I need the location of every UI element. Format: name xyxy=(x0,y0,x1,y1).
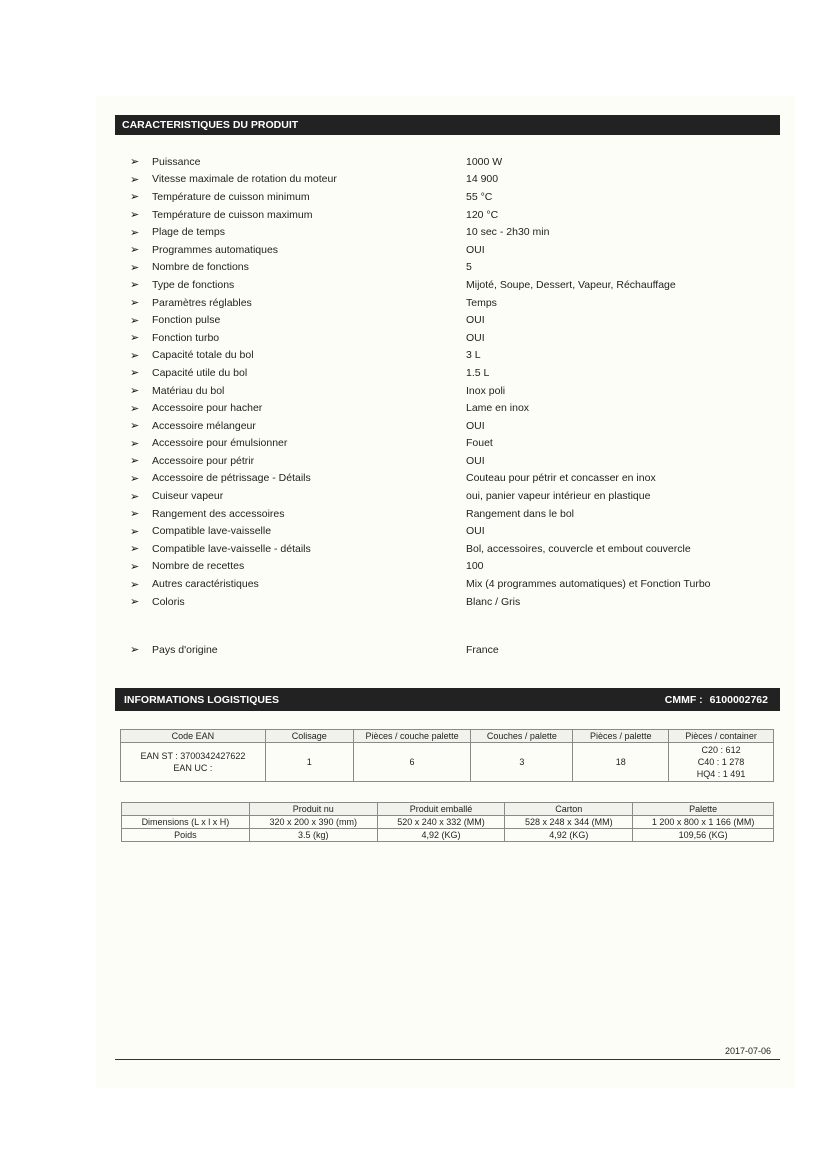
arrow-bullet-icon: ➢ xyxy=(130,385,140,398)
container-c40: C40 : 1 278 xyxy=(697,757,745,767)
table-cell: Poids xyxy=(122,829,250,842)
header-cell: Palette xyxy=(633,803,774,816)
spec-label: Coloris xyxy=(152,595,185,608)
container-hq4: HQ4 : 1 491 xyxy=(696,769,746,779)
spec-label: Capacité totale du bol xyxy=(152,349,254,362)
spec-row xyxy=(130,558,770,576)
spec-value: OUI xyxy=(466,331,485,344)
spec-label: Température de cuisson maximum xyxy=(152,208,313,221)
table-cell: 520 x 240 x 332 (MM) xyxy=(377,816,505,829)
spec-label: Accessoire pour hacher xyxy=(152,402,263,415)
spec-value: Lame en inox xyxy=(466,402,530,415)
ean-cell xyxy=(121,743,266,782)
spec-row xyxy=(130,311,770,329)
spec-row xyxy=(130,347,770,365)
arrow-bullet-icon: ➢ xyxy=(130,508,140,521)
cmmf-code xyxy=(665,694,768,706)
spec-label: Matériau du bol xyxy=(152,384,225,397)
spec-label: Rangement des accessoires xyxy=(152,507,285,520)
spec-row xyxy=(130,153,770,171)
table-cell: 4,92 (KG) xyxy=(377,829,505,842)
section-title: INFORMATIONS LOGISTIQUES xyxy=(124,693,279,706)
spec-value: Blanc / Gris xyxy=(466,595,521,608)
origin-row xyxy=(130,641,770,659)
spec-value: 100 xyxy=(466,560,484,573)
spec-row xyxy=(130,522,770,540)
spec-value: Fouet xyxy=(466,437,493,450)
dimensions-table xyxy=(121,802,774,842)
header-cell: Pièces / palette xyxy=(573,730,669,743)
couches-palette-cell: 3 xyxy=(471,743,573,782)
spec-value: OUI xyxy=(466,525,485,538)
header-cell: Carton xyxy=(505,803,633,816)
header-cell: Colisage xyxy=(265,730,353,743)
spec-row xyxy=(130,171,770,189)
spec-value: 3 L xyxy=(466,349,481,362)
spec-value: 1.5 L xyxy=(466,366,490,379)
spec-row xyxy=(130,575,770,593)
spec-row xyxy=(130,364,770,382)
arrow-bullet-icon: ➢ xyxy=(130,226,140,239)
arrow-bullet-icon: ➢ xyxy=(130,173,140,186)
header-cell: Pièces / container xyxy=(669,730,774,743)
arrow-bullet-icon: ➢ xyxy=(130,644,140,657)
header-cell: Produit emballé xyxy=(377,803,505,816)
table-cell: 1 200 x 800 x 1 166 (MM) xyxy=(633,816,774,829)
header-cell: Pièces / couche palette xyxy=(353,730,471,743)
spec-value: Bol, accessoires, couvercle et embout couvercle xyxy=(466,542,691,555)
spec-value: 5 xyxy=(466,261,472,274)
spec-label: Pays d'origine xyxy=(152,643,218,656)
spec-label: Programmes automatiques xyxy=(152,243,279,256)
spec-row xyxy=(130,505,770,523)
arrow-bullet-icon: ➢ xyxy=(130,543,140,556)
spec-row xyxy=(130,593,770,611)
arrow-bullet-icon: ➢ xyxy=(130,314,140,327)
spec-value: OUI xyxy=(466,243,485,256)
arrow-bullet-icon: ➢ xyxy=(130,279,140,292)
spec-value: oui, panier vapeur intérieur en plastique xyxy=(466,490,651,503)
colisage-cell: 1 xyxy=(265,743,353,782)
arrow-bullet-icon: ➢ xyxy=(130,261,140,274)
arrow-bullet-icon: ➢ xyxy=(130,244,140,257)
header-cell: Code EAN xyxy=(121,730,266,743)
footer-date: 2017-07-06 xyxy=(724,1046,771,1056)
pieces-palette-cell: 18 xyxy=(573,743,669,782)
spec-label: Accessoire pour émulsionner xyxy=(152,437,288,450)
arrow-bullet-icon: ➢ xyxy=(130,596,140,609)
spec-label: Fonction turbo xyxy=(152,331,220,344)
spec-list xyxy=(130,153,770,610)
header-cell: Produit nu xyxy=(249,803,377,816)
spec-label: Accessoire de pétrissage - Détails xyxy=(152,472,311,485)
cmmf-label: CMMF : xyxy=(664,693,703,706)
spec-row xyxy=(130,435,770,453)
arrow-bullet-icon: ➢ xyxy=(130,191,140,204)
spec-value: 10 sec - 2h30 min xyxy=(466,226,550,239)
cmmf-value: 6100002762 xyxy=(709,693,768,706)
spec-value: France xyxy=(466,643,499,656)
spec-row xyxy=(130,417,770,435)
section-header-logistics xyxy=(115,688,780,711)
section-header-characteristics xyxy=(115,115,780,135)
spec-label: Capacité utile du bol xyxy=(152,366,248,379)
table-cell: 528 x 248 x 344 (MM) xyxy=(505,816,633,829)
spec-value: 14 900 xyxy=(466,173,499,186)
arrow-bullet-icon: ➢ xyxy=(130,578,140,591)
spec-row xyxy=(130,470,770,488)
spec-value: 55 °C xyxy=(466,190,493,203)
spec-label: Température de cuisson minimum xyxy=(152,190,310,203)
spec-label: Vitesse maximale de rotation du moteur xyxy=(152,173,337,186)
spec-label: Plage de temps xyxy=(152,226,225,239)
arrow-bullet-icon: ➢ xyxy=(130,367,140,380)
spec-row xyxy=(130,540,770,558)
spec-value: 120 °C xyxy=(466,208,499,221)
table-cell: Dimensions (L x l x H) xyxy=(122,816,250,829)
section-title: CARACTERISTIQUES DU PRODUIT xyxy=(122,119,299,131)
spec-label: Fonction pulse xyxy=(152,314,221,327)
spec-value: Mix (4 programmes automatiques) et Fonction Turbo xyxy=(466,578,711,591)
arrow-bullet-icon: ➢ xyxy=(130,349,140,362)
arrow-bullet-icon: ➢ xyxy=(130,402,140,415)
spec-row xyxy=(130,259,770,277)
spec-row xyxy=(130,276,770,294)
spec-label: Compatible lave-vaisselle - détails xyxy=(152,542,311,555)
spec-row xyxy=(130,329,770,347)
table-row xyxy=(122,829,774,842)
arrow-bullet-icon: ➢ xyxy=(130,332,140,345)
logistics-table xyxy=(120,729,774,782)
arrow-bullet-icon: ➢ xyxy=(130,437,140,450)
table-cell: 320 x 200 x 390 (mm) xyxy=(249,816,377,829)
spec-row xyxy=(130,487,770,505)
spec-label: Nombre de fonctions xyxy=(152,261,249,274)
spec-row xyxy=(130,382,770,400)
pieces-couche-cell: 6 xyxy=(353,743,471,782)
arrow-bullet-icon: ➢ xyxy=(130,472,140,485)
container-cell xyxy=(669,743,774,782)
spec-value: Inox poli xyxy=(466,384,506,397)
spec-label: Cuiseur vapeur xyxy=(152,490,224,503)
spec-label: Type de fonctions xyxy=(152,278,235,291)
spec-label: Nombre de recettes xyxy=(152,560,245,573)
spec-value: 1000 W xyxy=(466,155,503,168)
header-cell xyxy=(122,803,250,816)
spec-value: Temps xyxy=(466,296,497,309)
spec-label: Puissance xyxy=(152,155,201,168)
spec-label: Accessoire pour pétrir xyxy=(152,454,255,467)
spec-value: OUI xyxy=(466,419,485,432)
spec-row xyxy=(130,399,770,417)
table-cell: 4,92 (KG) xyxy=(505,829,633,842)
spec-row xyxy=(130,206,770,224)
spec-label: Paramètres réglables xyxy=(152,296,252,309)
arrow-bullet-icon: ➢ xyxy=(130,420,140,433)
table-row xyxy=(121,743,774,782)
table-cell: 109,56 (KG) xyxy=(633,829,774,842)
arrow-bullet-icon: ➢ xyxy=(130,455,140,468)
spec-label: Autres caractéristiques xyxy=(152,578,259,591)
arrow-bullet-icon: ➢ xyxy=(130,525,140,538)
arrow-bullet-icon: ➢ xyxy=(130,156,140,169)
table-row xyxy=(122,816,774,829)
arrow-bullet-icon: ➢ xyxy=(130,209,140,222)
spec-value: Couteau pour pétrir et concasser en inox xyxy=(466,472,656,485)
spec-label: Accessoire mélangeur xyxy=(152,419,256,432)
ean-st: EAN ST : 3700342427622 xyxy=(140,751,246,761)
table-cell: 3.5 (kg) xyxy=(249,829,377,842)
spec-row xyxy=(130,241,770,259)
arrow-bullet-icon: ➢ xyxy=(130,560,140,573)
spec-value: OUI xyxy=(466,454,485,467)
table-header-row xyxy=(121,730,774,743)
container-c20: C20 : 612 xyxy=(701,745,741,755)
header-cell: Couches / palette xyxy=(471,730,573,743)
table-header-row xyxy=(122,803,774,816)
spec-label: Compatible lave-vaisselle xyxy=(152,525,272,538)
spec-row xyxy=(130,294,770,312)
spec-row xyxy=(130,188,770,206)
arrow-bullet-icon: ➢ xyxy=(130,297,140,310)
spec-row xyxy=(130,452,770,470)
spec-value: Mijoté, Soupe, Dessert, Vapeur, Réchauffage xyxy=(466,278,676,291)
spec-row xyxy=(130,223,770,241)
ean-uc: EAN UC : xyxy=(173,763,213,773)
spec-value: OUI xyxy=(466,314,485,327)
arrow-bullet-icon: ➢ xyxy=(130,490,140,503)
spec-value: Rangement dans le bol xyxy=(466,507,574,520)
footer-divider xyxy=(115,1059,780,1060)
